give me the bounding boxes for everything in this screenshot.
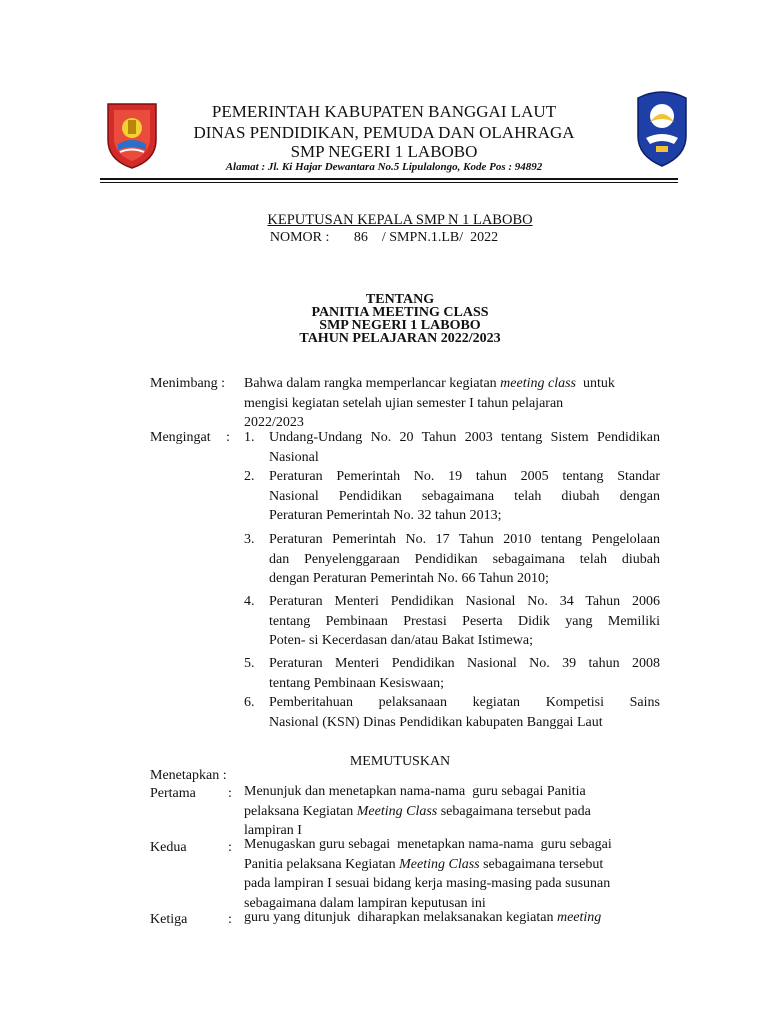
subject-about: TENTANG [365, 292, 435, 307]
mengingat-item-2: Peraturan Pemerintah No. 19 tahun 2005 tentang Standar Nasional Pendidikan sebagaimana telah diubah dengan Peraturan Pemerintah No. 32 tahun 2013; [269, 469, 660, 523]
pertama-text: Menunjuk dan menetapkan nama-nama guru sebagai Panitia pelaksana Kegiatan Meeting Class sebagaimana tersebut pada lampiran I [244, 784, 591, 838]
subject-year: TAHUN PELAJARAN 2022/2023 [299, 331, 501, 346]
kedua-colon: : [228, 840, 232, 855]
mengingat-item-1: Undang-Undang No. 20 Tahun 2003 tentang Sistem Pendidikan Nasional [269, 430, 660, 465]
mengingat-colon: : [226, 430, 230, 445]
subject-school: SMP NEGERI 1 LABOBO [319, 318, 481, 333]
mengingat-item-number: 5. [244, 656, 255, 671]
pertama-colon: : [228, 786, 232, 801]
ketiga-colon: : [228, 912, 232, 927]
memutuskan-heading: MEMUTUSKAN [349, 754, 451, 769]
mengingat-item-number: 6. [244, 695, 255, 710]
menimbang-label: Menimbang : [150, 376, 226, 391]
letterhead-rule-thick [100, 178, 678, 180]
ketiga-text: guru yang ditunjuk diharapkan melaksanakan kegiatan meeting [244, 910, 602, 925]
mengingat-label: Mengingat [150, 430, 211, 445]
kedua-label: Kedua [150, 840, 187, 855]
subject-committee: PANITIA MEETING CLASS [311, 305, 489, 320]
regency-emblem-logo [104, 100, 160, 170]
tut-wuri-handayani-logo [634, 88, 690, 168]
letterhead-line-2: DINAS PENDIDIKAN, PEMUDA DAN OLAHRAGA [193, 123, 575, 142]
kedua-text: Menugaskan guru sebagai menetapkan nama-nama guru sebagai Panitia pelaksana Kegiatan Meeting Class sebagaimana tersebut pada lampiran I sesuai bidang kerja masing-masing pada susunan sebagaimana dalam lampiran keputusan ini [244, 837, 612, 911]
mengingat-item-4: Peraturan Menteri Pendidikan Nasional No. 34 Tahun 2006 tentang Pembinaan Prestasi Peserta Didik yang Memiliki Poten- si Kecerdasan dan/atau Bakat Istimewa; [269, 594, 660, 648]
mengingat-item-3: Peraturan Pemerintah No. 17 Tahun 2010 tentang Pengelolaan dan Penyelenggaraan Pendidikan sebagaimana telah diubah dengan Peraturan Pemerintah No. 66 Tahun 2010; [269, 532, 660, 586]
pertama-label: Pertama [150, 786, 196, 801]
decree-title: KEPUTUSAN KEPALA SMP N 1 LABOBO [267, 212, 533, 228]
letterhead-address: Alamat : Jl. Ki Hajar Dewantara No.5 Lipulalongo, Kode Pos : 94892 [225, 161, 543, 173]
letterhead-rule-thin [100, 182, 678, 183]
letterhead-line-3: SMP NEGERI 1 LABOBO [290, 142, 478, 161]
mengingat-item-number: 1. [244, 430, 255, 445]
mengingat-item-number: 2. [244, 469, 255, 484]
mengingat-item-5: Peraturan Menteri Pendidikan Nasional No. 39 tahun 2008 tentang Pembinaan Kesiswaan; [269, 656, 660, 691]
mengingat-item-6: Pemberitahuan pelaksanaan kegiatan Kompetisi Sains Nasional (KSN) Dinas Pendidikan kabupaten Banggai Laut [269, 695, 660, 730]
decree-number: NOMOR : 86 / SMPN.1.LB/ 2022 [269, 230, 499, 245]
letterhead-line-1: PEMERINTAH KABUPATEN BANGGAI LAUT [211, 102, 557, 121]
mengingat-item-number: 3. [244, 532, 255, 547]
menimbang-text: Bahwa dalam rangka memperlancar kegiatan meeting class untuk mengisi kegiatan setelah ujian semester I tahun pelajaran 2022/2023 [244, 376, 615, 430]
mengingat-item-number: 4. [244, 594, 255, 609]
ketiga-label: Ketiga [150, 912, 188, 927]
menetapkan-label: Menetapkan : [150, 768, 227, 783]
